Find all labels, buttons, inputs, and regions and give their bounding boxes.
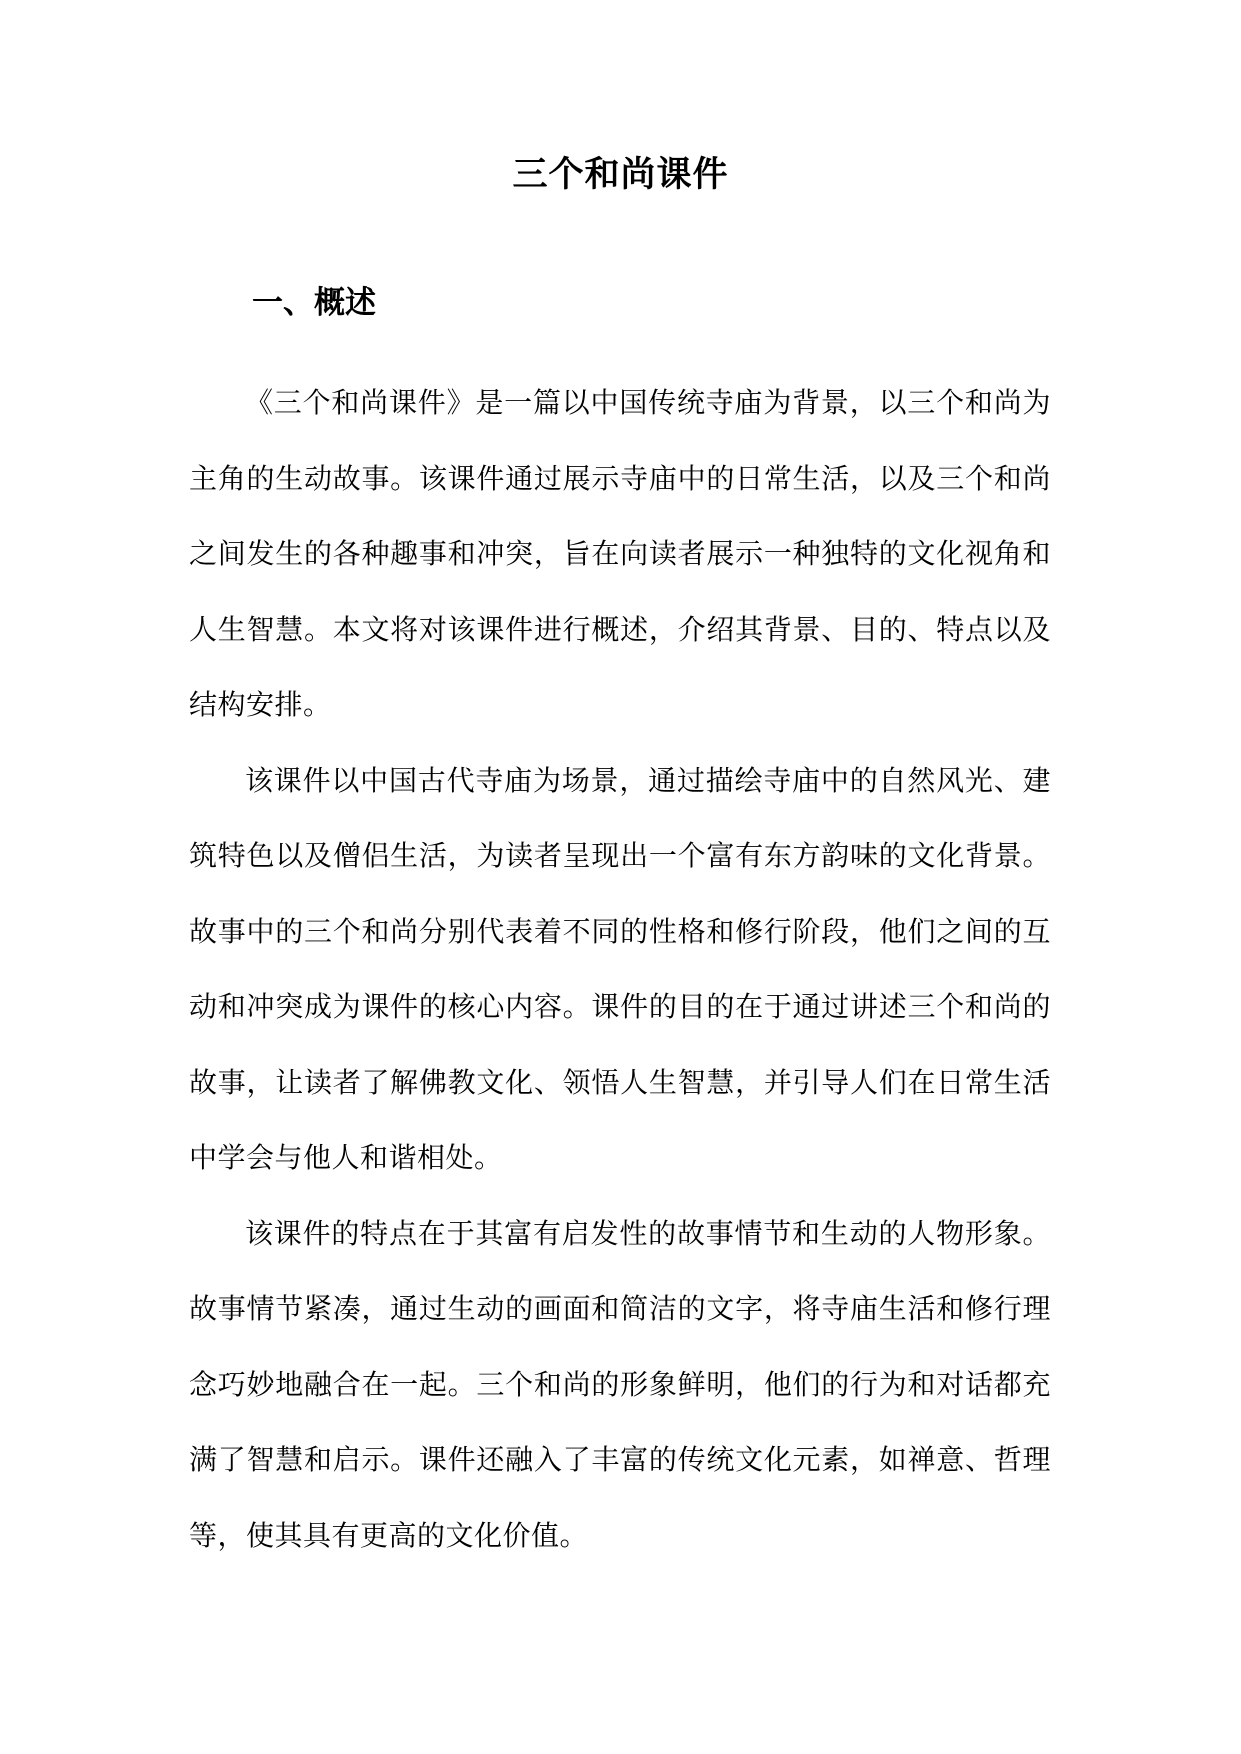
- body-text: [189, 365, 1051, 1573]
- document-title: 三个和尚课件: [512, 155, 729, 195]
- paragraph-1: 《三个和尚课件》是一篇以中国传统寺庙为背景，以三个和尚为主角的生动故事。该课件通过展示寺庙中的日常生活，以及三个和尚之间发生的各种趣事和冲突，旨在向读者展示一种独特的文化视角和人生智慧。本文将对该课件进行概述，介绍其背景、目的、特点以及结构安排。: [189, 386, 1051, 721]
- section-heading: 一、概述: [252, 285, 376, 321]
- paragraph-3: 该课件的特点在于其富有启发性的故事情节和生动的人物形象。故事情节紧凑，通过生动的画面和简洁的文字，将寺庙生活和修行理念巧妙地融合在一起。三个和尚的形象鲜明，他们的行为和对话都充满了智慧和启示。课件还融入了丰富的传统文化元素，如禅意、哲理等，使其具有更高的文化价值。: [189, 1216, 1051, 1552]
- paragraph-2: 该课件以中国古代寺庙为场景，通过描绘寺庙中的自然风光、建筑特色以及僧侣生活，为读者呈现出一个富有东方韵味的文化背景。故事中的三个和尚分别代表着不同的性格和修行阶段，他们之间的互动和冲突成为课件的核心内容。课件的目的在于通过讲述三个和尚的故事，让读者了解佛教文化、领悟人生智慧，并引导人们在日常生活中学会与他人和谐相处。: [189, 763, 1051, 1174]
